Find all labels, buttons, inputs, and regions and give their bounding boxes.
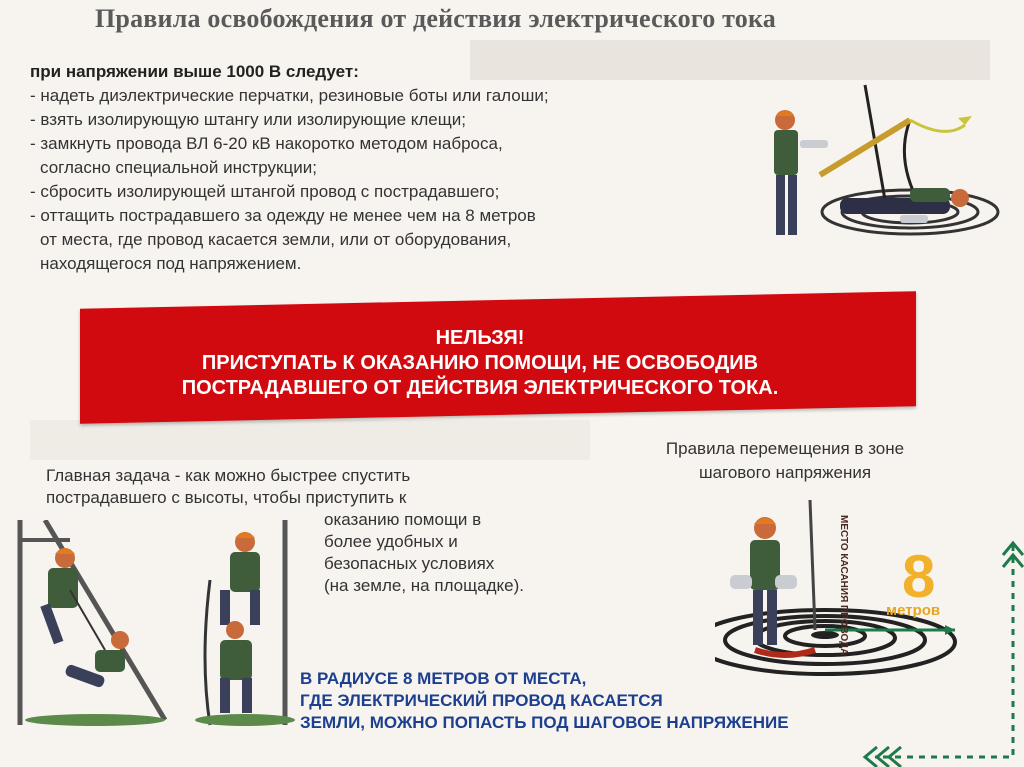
task-line: оказанию помощи в [324,510,482,529]
step-zone-title-line: шагового напряжения [698,463,872,482]
task-line: (на земле, на площадке). [324,576,524,595]
warning-banner-text [120,326,840,401]
rule-item: - замкнуть провода ВЛ 6-20 кВ накоротко методом наброса, согласно специальной инструкции; [30,134,503,177]
rescue-from-height-illustration-2 [190,520,300,730]
step-zone-title-line: Правила перемещения в зоне [665,439,905,458]
warning-line: ЗЕМЛИ, МОЖНО ПОПАСТЬ ПОД ШАГОВОЕ НАПРЯЖЕНИЕ [300,713,789,732]
banner-line: НЕЛЬЗЯ! [435,327,525,349]
distance-unit: метров [886,602,941,619]
step-voltage-warning [300,668,940,734]
banner-line: ПОСТРАДАВШЕГО ОТ ДЕЙСТВИЯ ЭЛЕКТРИЧЕСКОГО ТОКА. [181,377,779,399]
rules-list [30,60,730,276]
warning-line: В РАДИУСЕ 8 МЕТРОВ ОТ МЕСТА, [300,669,587,688]
banner-line: ПРИСТУПАТЬ К ОКАЗАНИЮ ПОМОЩИ, НЕ ОСВОБОДИВ [201,352,759,374]
task-line: безопасных условиях [324,554,495,573]
rule-item: - сбросить изолирующей штангой провод с пострадавшего; [30,182,500,201]
task-line: Главная задача - как можно быстрее спустить [46,466,411,485]
page-title: Правила освобождения от действия электрического тока [95,4,776,33]
rescue-with-rod-illustration [760,80,1010,250]
distance-number: 8 [902,543,936,610]
background-ghost-block [30,420,590,460]
rule-item: - взять изолирующую штангу или изолирующие клещи; [30,110,466,129]
task-line: более удобных и [324,532,458,551]
rules-heading: при напряжении выше 1000 В следует: [30,62,359,81]
step-zone-title [600,437,970,485]
warning-line: ГДЕ ЭЛЕКТРИЧЕСКИЙ ПРОВОД КАСАЕТСЯ [300,691,663,710]
rule-item: - оттащить пострадавшего за одежду не менее чем на 8 метров от места, где провод касается земли, или от оборудования, находящегося под напряжением. [30,206,536,273]
wire-contact-label: МЕСТО КАСАНИЯ ПРОВОДА [838,515,849,656]
task-line: пострадавшего с высоты, чтобы приступить к [46,488,407,507]
rescue-from-height-illustration-1 [10,520,180,730]
rule-item: - надеть диэлектрические перчатки, резиновые боты или галоши; [30,86,549,105]
